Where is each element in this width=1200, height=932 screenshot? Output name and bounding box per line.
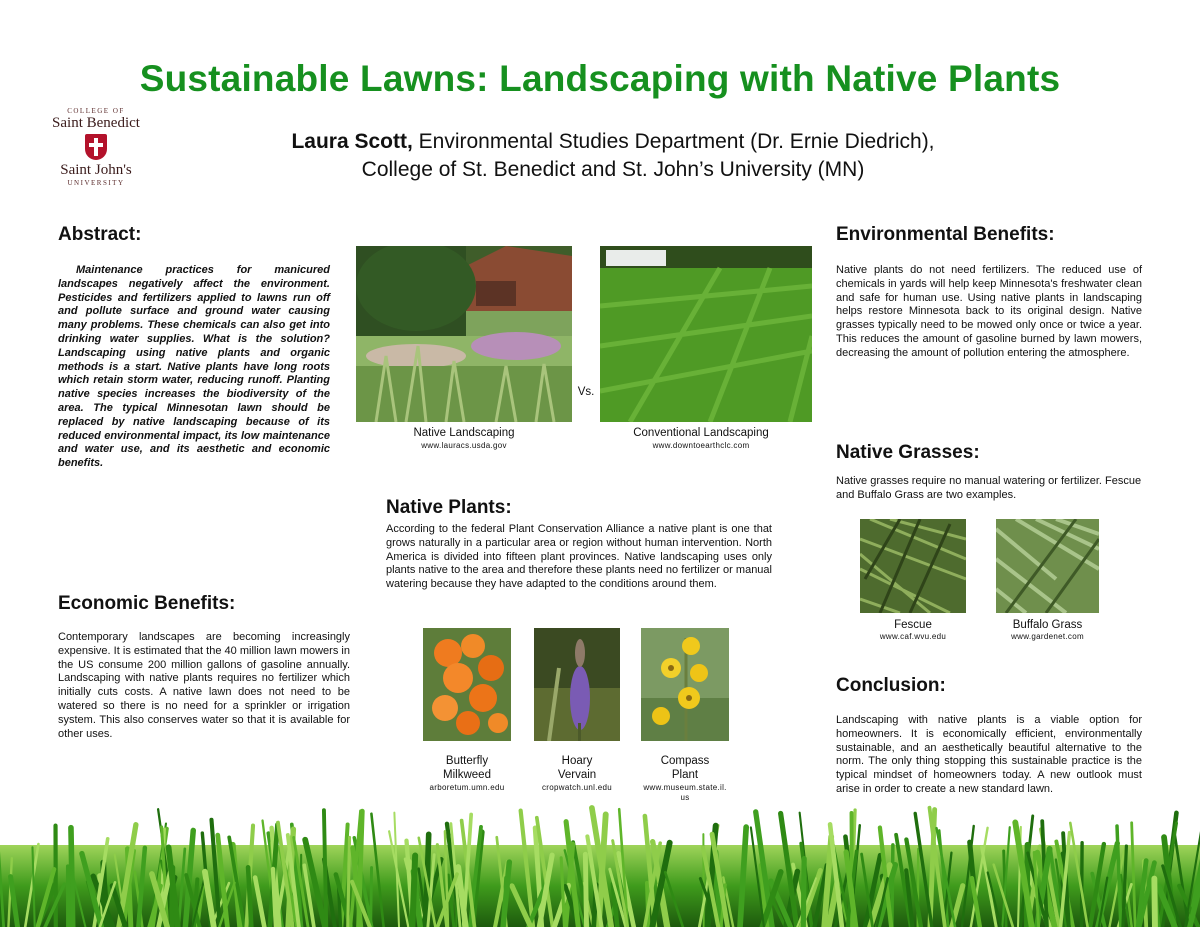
logo-saint-benedict: Saint Benedict [50, 115, 142, 132]
economic-heading: Economic Benefits: [58, 593, 235, 615]
college-logo [50, 107, 142, 195]
buffalo-grass-source: www.gardenet.com [990, 632, 1105, 642]
buffalo-grass-photo [996, 519, 1099, 613]
native-grasses-text: Native grasses require no manual watering or fertilizer. Fescue and Buffalo Grass are two examples. [836, 475, 1142, 503]
butterfly-milkweed-name-1: Butterfly [423, 754, 511, 768]
abstract-text: Maintenance practices for manicured landscapes negatively affect the environment. Pesticides and fertilizers applied to lawns run off and pollute surface and ground water causing many problems. These chemicals can also get into drinking water supplies. What is the solution? Landscaping using native plants and organic methods is a start. Native plants have long roots which retain storm water, reducing runoff. Planting native species increases the biodiversity of the area. The typical Minnesotan lawn should be replaced by native landscaping because of its reduced environmental impact, its low maintenance and water use, and its aesthetic and economic benefits. [58, 264, 330, 471]
environmental-heading: Environmental Benefits: [836, 224, 1055, 246]
logo-university: UNIVERSITY [50, 179, 142, 187]
author-name: Laura Scott, [291, 130, 412, 153]
author-block [0, 128, 1200, 184]
logo-saint-johns: Saint John's [50, 162, 142, 179]
butterfly-milkweed-source: arboretum.umn.edu [413, 783, 521, 793]
butterfly-milkweed-name-2: Milkweed [423, 768, 511, 782]
compass-plant-caption [641, 754, 729, 782]
conventional-landscaping-caption: Conventional Landscaping [600, 426, 802, 440]
native-plants-text: According to the federal Plant Conservation Alliance a native plant is one that grows naturally in a particular area or region without human intervention. North America is divided into fifteen plant provinces. Native landscaping uses only plants native to the area and therefore these plants need no fertilizer or manual watering because they have adapted to the conditions around them. [386, 523, 772, 592]
cross-shield-icon [85, 134, 107, 160]
conclusion-text: Landscaping with native plants is a viable option for homeowners. It is economically efficient, environmentally sustainable, and an aesthetically beautiful alternative to the norm. The only thing stopping this sustainable practice is the typical mindset of homeowners today. A new outlook must arise in order to create a new standard lawn. [836, 714, 1142, 797]
fescue-source: www.caf.wvu.edu [860, 632, 966, 642]
compass-plant-photo [641, 628, 729, 741]
compass-plant-name-2: Plant [641, 768, 729, 782]
native-grasses-heading: Native Grasses: [836, 442, 980, 464]
butterfly-milkweed-caption [423, 754, 511, 782]
conventional-landscaping-source: www.downtoearthclc.com [600, 441, 802, 451]
conventional-landscaping-photo [600, 246, 812, 422]
grass-blade [273, 869, 276, 927]
grass-blade [585, 854, 586, 927]
vs-label: Vs. [572, 385, 600, 399]
hoary-vervain-source: cropwatch.unl.edu [524, 783, 630, 793]
abstract-heading: Abstract: [58, 224, 141, 246]
grass-blade [1154, 879, 1155, 927]
author-affiliation: Environmental Studies Department (Dr. Ernie Diedrich), [413, 130, 935, 153]
hoary-vervain-caption [534, 754, 620, 782]
grass-blade [803, 859, 804, 927]
compass-plant-name-1: Compass [641, 754, 729, 768]
hoary-vervain-name-1: Hoary [534, 754, 620, 768]
environmental-text: Native plants do not need fertilizers. The reduced use of chemicals in yards will help keep Minnesota's freshwater clean and safe for human use. Using native plants in landscaping helps restore Minnesota back to its original design. Native grasses typically need to be mowed only once or twice a year. This reduces the amount of gasoline burned by lawn mowers, decreasing the amount of pollution entering the atmosphere. [836, 264, 1142, 361]
native-landscaping-source: www.lauracs.usda.gov [356, 441, 572, 451]
native-landscaping-photo [356, 246, 572, 422]
author-institution: College of St. Benedict and St. John’s University (MN) [0, 156, 1200, 184]
grass-blade [324, 810, 326, 927]
native-landscaping-caption: Native Landscaping [356, 426, 572, 440]
fescue-photo [860, 519, 966, 613]
grass-blade [248, 867, 251, 927]
hoary-vervain-name-2: Vervain [534, 768, 620, 782]
hoary-vervain-photo [534, 628, 620, 741]
poster-title: Sustainable Lawns: Landscaping with Native Plants [0, 58, 1200, 100]
compass-plant-source: www.museum.state.il.us [641, 783, 729, 803]
fescue-caption: Fescue [860, 618, 966, 632]
grass-border-image [0, 805, 1200, 927]
buffalo-grass-caption: Buffalo Grass [990, 618, 1105, 632]
grass-blade [412, 856, 415, 927]
butterfly-milkweed-photo [423, 628, 511, 741]
logo-college-of: COLLEGE OF [50, 107, 142, 115]
economic-text: Contemporary landscapes are becoming increasingly expensive. It is estimated that the 40 million lawn mowers in the US consume 200 million gallons of gasoline annually. Landscaping with native plants requires no fertilizer which initially cuts costs. A native lawn does not need to be watered so there is no need for a sprinkler or irrigation system. This also conserves water so that it is available for other uses. [58, 631, 350, 741]
native-plants-heading: Native Plants: [386, 497, 512, 519]
grass-blade [71, 828, 73, 927]
grass-blade [348, 837, 350, 927]
conclusion-heading: Conclusion: [836, 675, 946, 697]
